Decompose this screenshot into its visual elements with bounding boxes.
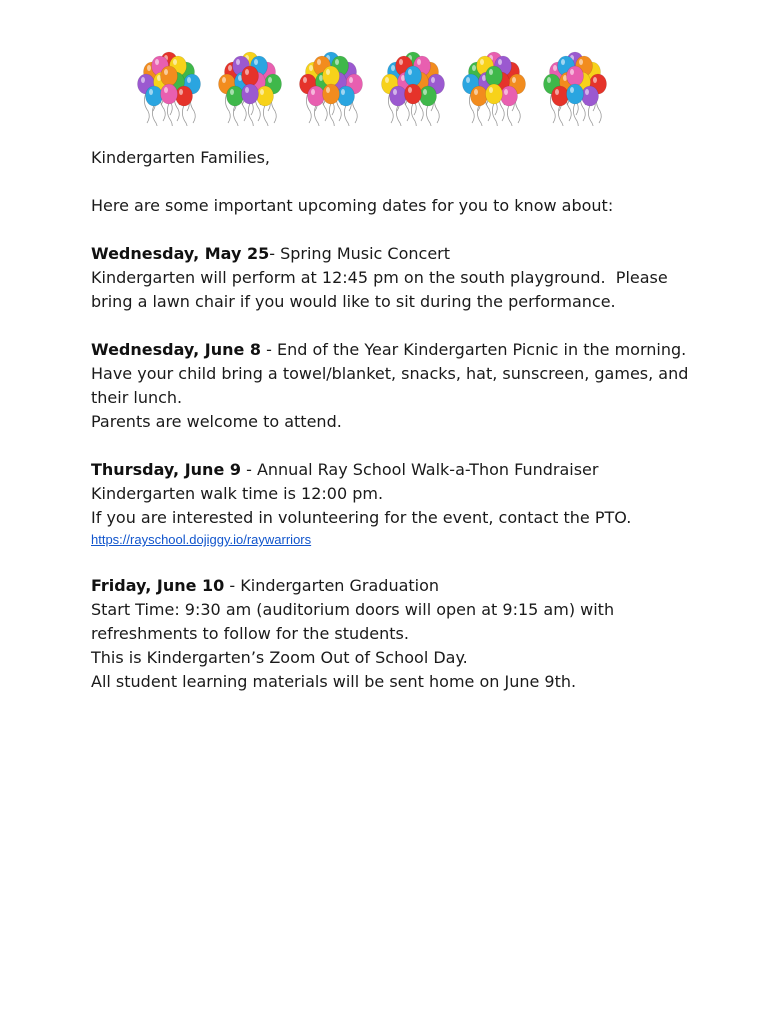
balloon-shape xyxy=(500,86,517,106)
event-date: Wednesday, June 8 xyxy=(91,340,262,359)
event-detail: Start Time: 9:30 am (auditorium doors will open at 9:15 am) with refreshments to follow for the students. xyxy=(91,600,620,643)
balloon-shape xyxy=(338,86,355,106)
balloon-shape xyxy=(419,86,436,106)
event-title: Annual Ray School Walk-a-Thon Fundraiser xyxy=(256,460,599,479)
event-detail: Parents are welcome to attend. xyxy=(91,412,342,431)
balloon-shape xyxy=(323,84,340,104)
balloon-shape xyxy=(242,66,259,86)
event-heading: Wednesday, June 8 - End of the Year Kindergarten Picnic in the morning. xyxy=(91,340,687,359)
event-block xyxy=(91,242,691,314)
event-heading: Wednesday, May 25- Spring Music Concert xyxy=(91,244,451,263)
event-title: Spring Music Concert xyxy=(280,244,451,263)
event-detail: Kindergarten walk time is 12:00 pm. xyxy=(91,484,384,503)
intro-paragraph: Here are some important upcoming dates for you to know about: xyxy=(91,196,614,215)
balloon-shape xyxy=(404,84,421,104)
balloon-banner xyxy=(132,44,612,126)
event-date: Thursday, June 9 xyxy=(91,460,241,479)
event-block xyxy=(91,458,691,550)
balloon-shape xyxy=(581,86,598,106)
balloon-shape xyxy=(227,86,244,106)
balloon-cluster-icon xyxy=(132,44,206,126)
balloon-shape xyxy=(161,66,178,86)
greeting: Kindergarten Families, xyxy=(91,148,270,167)
balloon-shape xyxy=(308,86,325,106)
balloon-shape xyxy=(161,84,178,104)
event-block xyxy=(91,338,694,434)
balloon-shape xyxy=(566,84,583,104)
balloon-cluster-icon xyxy=(213,44,287,126)
event-date: Wednesday, May 25 xyxy=(91,244,270,263)
event-date: Friday, June 10 xyxy=(91,576,225,595)
balloon-shape xyxy=(485,66,502,86)
balloon-shape xyxy=(323,66,340,86)
balloon-shape xyxy=(566,66,583,86)
balloon-shape xyxy=(404,66,421,86)
balloon-shape xyxy=(389,86,406,106)
balloon-cluster-icon xyxy=(457,44,531,126)
balloon-shape xyxy=(485,84,502,104)
balloon-cluster-icon xyxy=(376,44,450,126)
balloon-shape xyxy=(551,86,568,106)
event-title: Kindergarten Graduation xyxy=(240,576,440,595)
event-detail: If you are interested in volunteering for the event, contact the PTO. xyxy=(91,508,632,527)
balloon-shape xyxy=(242,84,259,104)
event-detail: Kindergarten will perform at 12:45 pm on the south playground. Please bring a lawn chair if you would like to sit during the performance. xyxy=(91,268,673,311)
balloon-cluster-icon xyxy=(294,44,368,126)
event-heading: Thursday, June 9 - Annual Ray School Walk-a-Thon Fundraiser xyxy=(91,460,599,479)
balloon-shape xyxy=(146,86,163,106)
walkathon-link[interactable]: https://rayschool.dojiggy.io/raywarriors xyxy=(91,532,312,547)
event-detail: Have your child bring a towel/blanket, snacks, hat, sunscreen, games, and their lunch. xyxy=(91,364,694,407)
event-heading: Friday, June 10 - Kindergarten Graduation xyxy=(91,576,440,595)
event-block xyxy=(91,574,691,694)
balloon-shape xyxy=(257,86,274,106)
letter-body xyxy=(91,146,694,694)
balloon-shape xyxy=(176,86,193,106)
event-detail: All student learning materials will be sent home on June 9th. xyxy=(91,672,577,691)
balloon-cluster-icon xyxy=(538,44,612,126)
balloon-shape xyxy=(470,86,487,106)
event-detail: This is Kindergarten’s Zoom Out of School Day. xyxy=(91,648,468,667)
event-title: End of the Year Kindergarten Picnic in the morning. xyxy=(276,340,687,359)
